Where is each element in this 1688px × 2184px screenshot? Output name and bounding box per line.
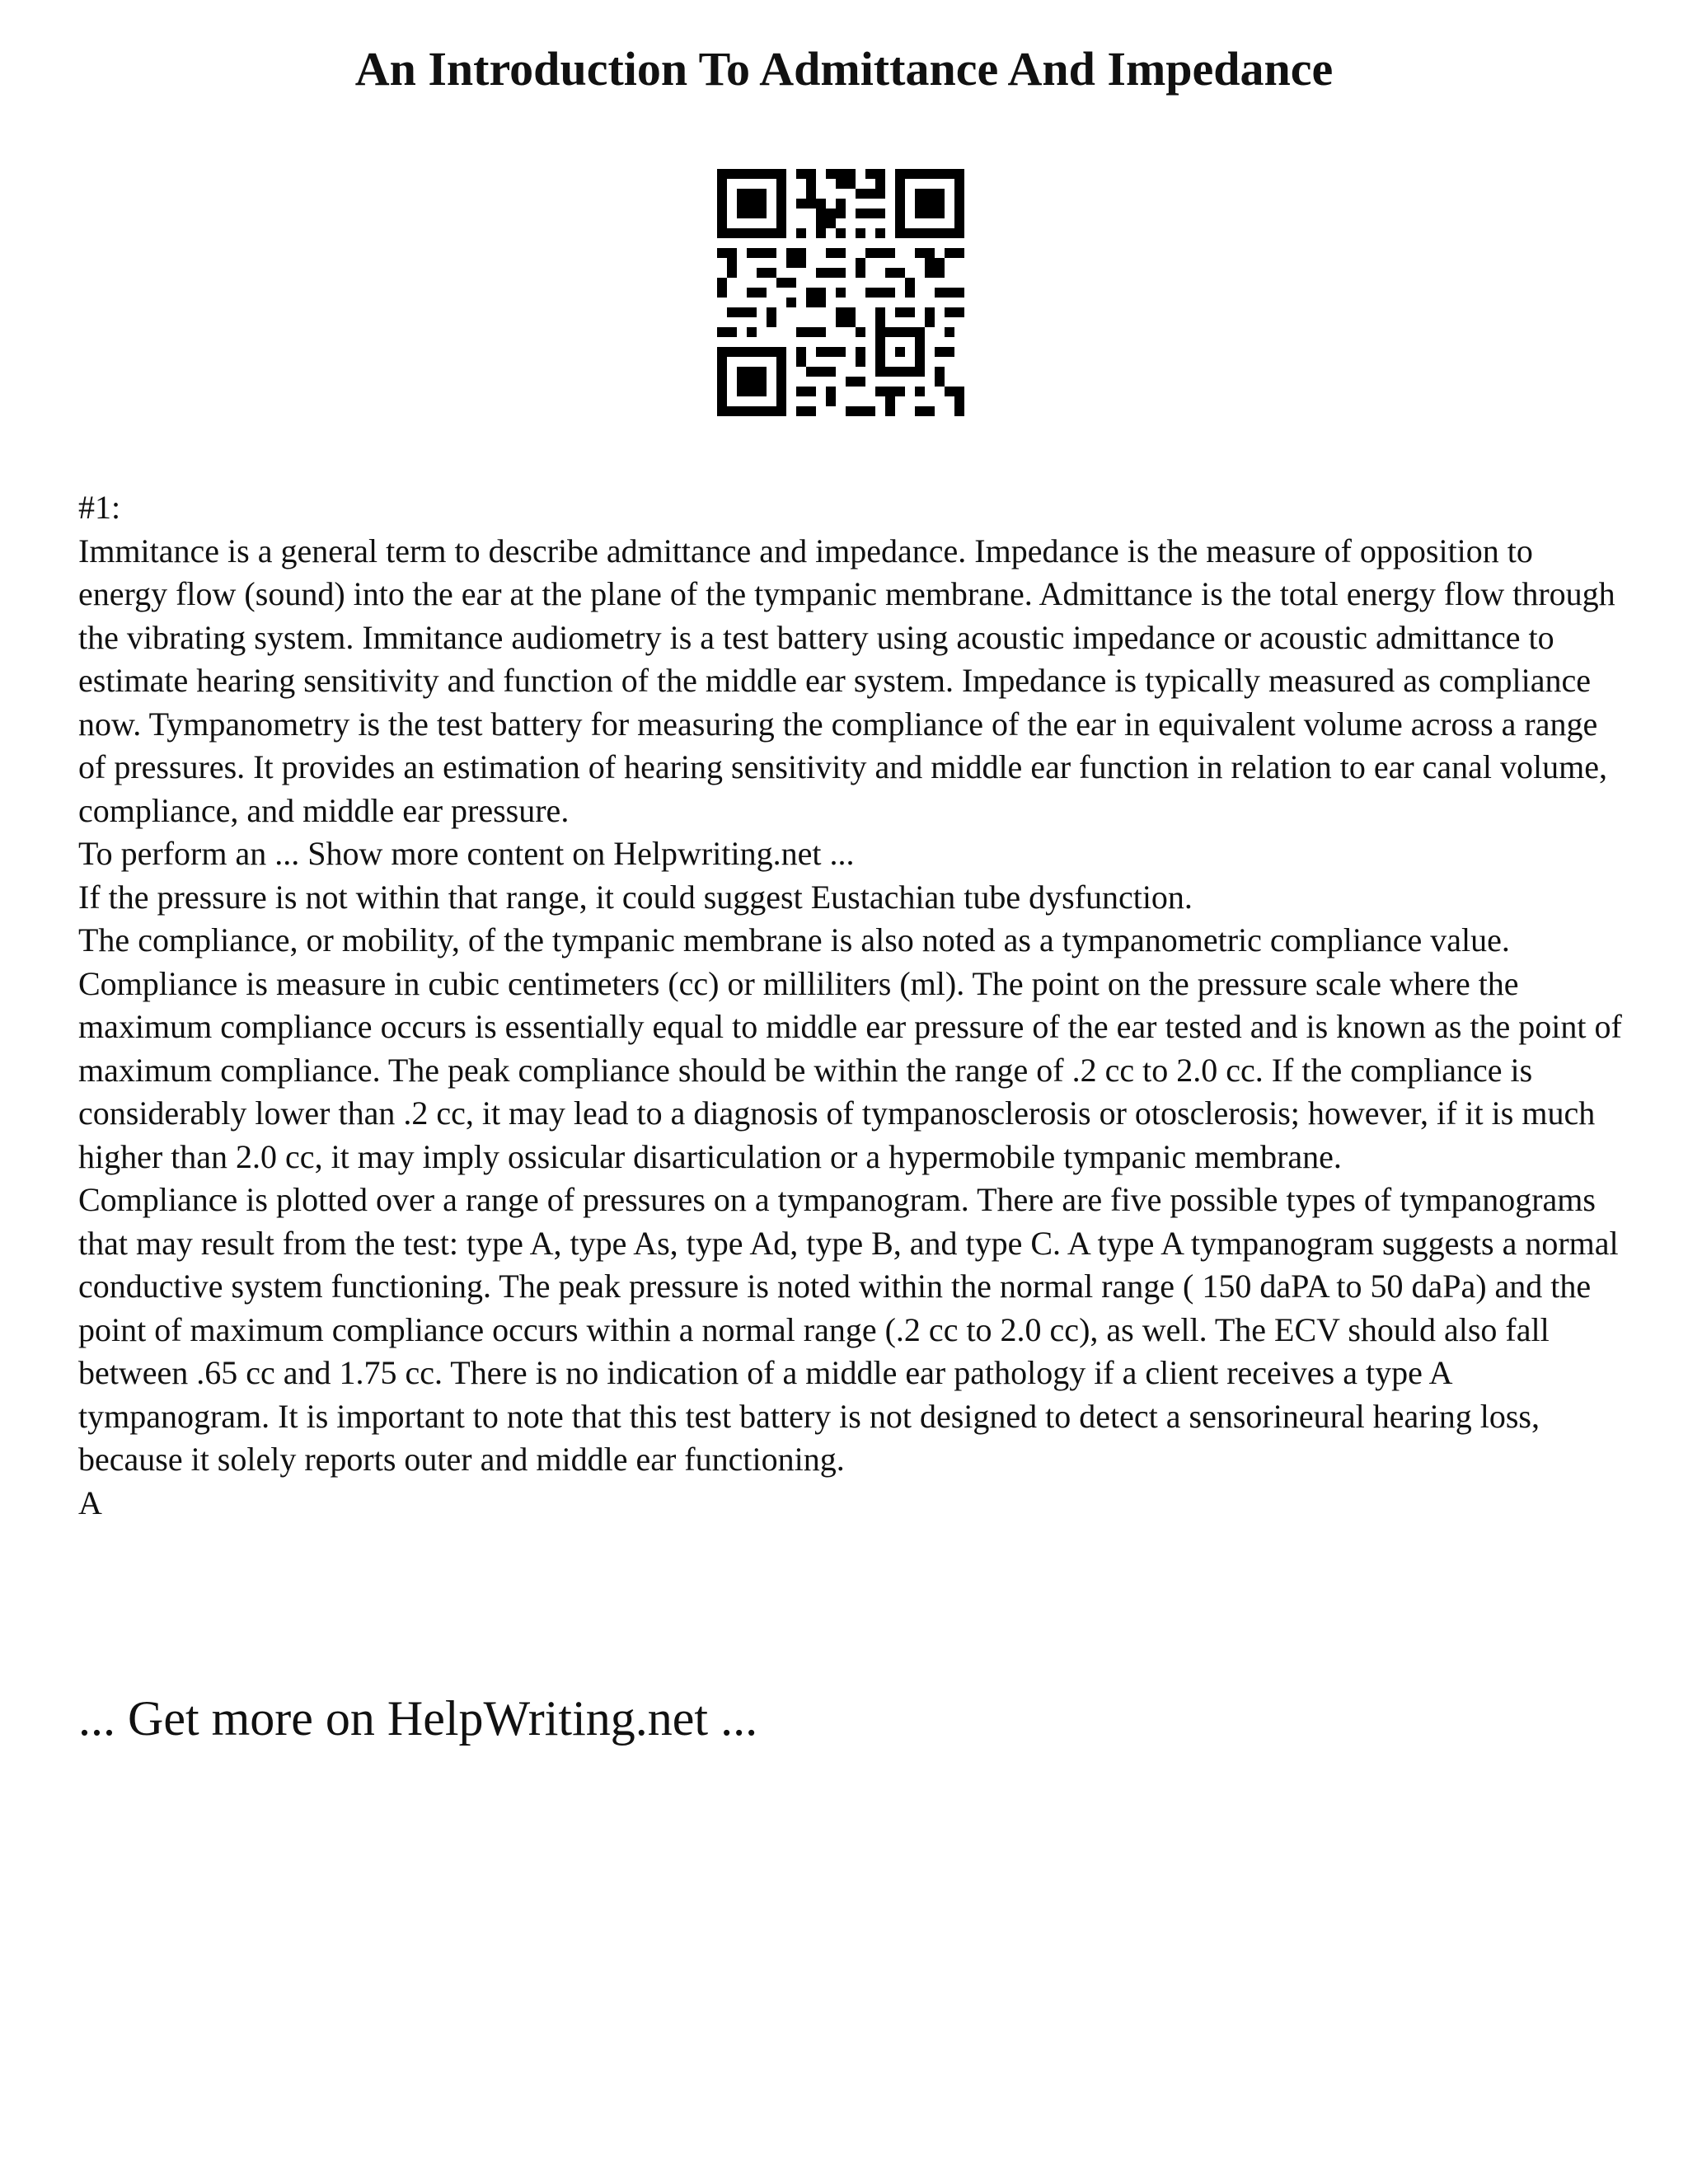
qr-code-icon[interactable] [717,169,964,416]
paragraph-tympanogram: Compliance is plotted over a range of pressures on a tympanogram. There are five possible types of tympanograms that may result from the test: type A, type As, type Ad, type B, and type C. A type A tympanogram suggests a normal conductive system functioning. The peak pressure is noted within the normal range ( 150 daPA to 50 daPa) and the point of maximum compliance occurs within a normal range (.2 cc to 2.0 cc), as well. The ECV should also fall between .65 cc and 1.75 cc. There is no indication of a middle ear pathology if a client receives a type A tympanogram. It is important to note that this test battery is not designed to detect a sensorineural hearing loss, because it solely reports outer and middle ear functioning. [78,1181,1619,1478]
paragraph-compliance: The compliance, or mobility, of the tympanic membrane is also noted as a tympanometric compliance value. Compliance is measure in cubic centimeters (cc) or milliliters (ml). The point on the pressure scale where the maximum compliance occurs is essentially equal to middle ear pressure of the ear tested and is known as the point of maximum compliance. The peak compliance should be within the range of .2 cc to 2.0 cc. If the compliance is considerably lower than .2 cc, it may lead to a diagnosis of tympanosclerosis or otosclerosis; however, if it is much higher than 2.0 cc, it may imply ossicular disarticulation or a hypermobile tympanic membrane. [78,921,1622,1175]
paragraph-pressure: If the pressure is not within that range, it could suggest Eustachian tube dysfunction. [78,878,1193,916]
section-marker: #1: [78,489,121,526]
show-more-link[interactable]: To perform an ... Show more content on Helpwriting.net ... [78,835,855,872]
paragraph-immitance: Immitance is a general term to describe admittance and impedance. Impedance is the measure of opposition to energy flow (sound) into the ear at the plane of the tympanic membrane. Admittance is the total energy flow through the vibrating system. Immitance audiometry is a test battery using acoustic impedance or acoustic admittance to estimate hearing sensitivity and function of the middle ear system. Impedance is typically measured as compliance now. Tympanometry is the test battery for measuring the compliance of the ear in equivalent volume across a range of pressures. It provides an estimation of hearing sensitivity and middle ear function in relation to ear canal volume, compliance, and middle ear pressure. [78,532,1615,829]
paragraph-trailing: A [78,1483,102,1521]
get-more-link[interactable]: ... Get more on HelpWriting.net ... [78,1691,758,1746]
article-body [78,486,1628,1525]
document-title: An Introduction To Admittance And Impedance [354,42,1334,96]
